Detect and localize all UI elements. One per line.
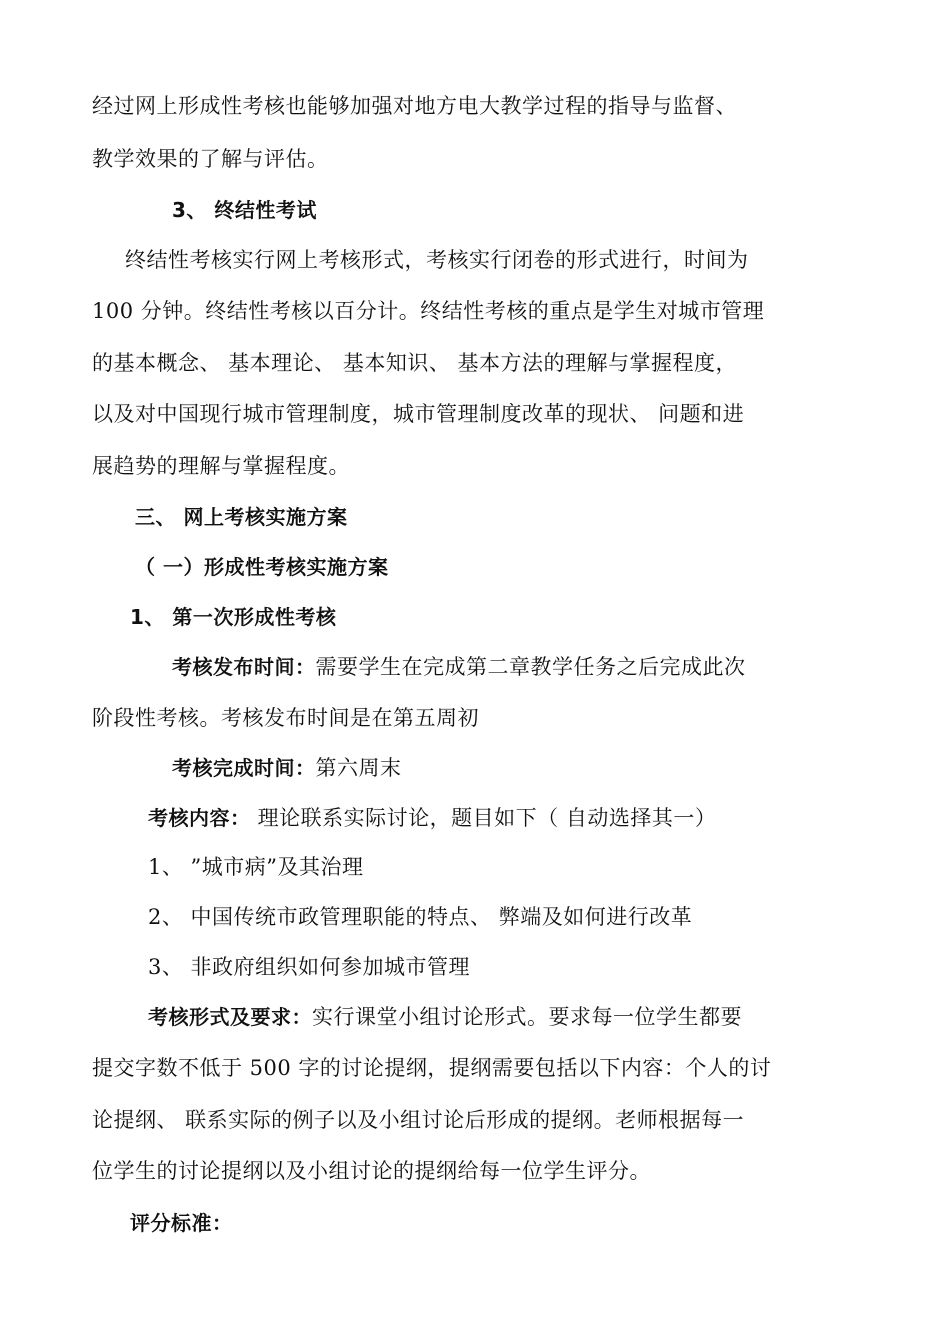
list-item: 1、 ”城市病”及其治理	[148, 855, 364, 879]
list-item: 3、 非政府组织如何参加城市管理	[148, 955, 471, 979]
format-text: 实行课堂小组讨论形式。要求每一位学生都要	[312, 1005, 742, 1029]
format-label: 考核形式及要求：	[148, 1005, 312, 1029]
body-text-line: 以及对中国现行城市管理制度，城市管理制度改革的现状、 问题和进	[92, 402, 745, 426]
body-text-line: 100 分钟。终结性考核以百分计。终结性考核的重点是学生对城市管理	[92, 299, 765, 323]
body-text-line: 终结性考核实行网上考核形式，考核实行闭卷的形式进行，时间为	[125, 248, 749, 272]
content-text: 理论联系实际讨论，题目如下（ 自动选择其一）	[250, 806, 717, 830]
release-time-label: 考核发布时间：	[172, 655, 316, 679]
section-heading: 三、 网上考核实施方案	[135, 505, 348, 529]
body-text-line: 论提纲、 联系实际的例子以及小组讨论后形成的提纲。老师根据每一	[92, 1108, 745, 1132]
body-text-line: 经过网上形成性考核也能够加强对地方电大教学过程的指导与监督、	[92, 94, 737, 118]
complete-time-text: 第六周末	[315, 756, 402, 780]
complete-time-paragraph	[172, 753, 402, 783]
subsection-heading: （ 一）形成性考核实施方案	[135, 555, 389, 579]
scoring-heading: 评分标准：	[130, 1211, 233, 1235]
content-paragraph	[148, 803, 716, 833]
complete-time-label: 考核完成时间：	[172, 756, 316, 780]
release-time-text: 需要学生在完成第二章教学任务之后完成此次	[315, 655, 746, 679]
item-heading: 1、 第一次形成性考核	[130, 605, 337, 629]
section-heading: 3、 终结性考试	[172, 198, 317, 222]
body-text-line: 教学效果的了解与评估。	[92, 147, 329, 171]
release-time-paragraph	[172, 652, 746, 682]
content-label: 考核内容：	[148, 806, 251, 830]
body-text-line: 提交字数不低于 500 字的讨论提纲，提纲需要包括以下内容：个人的讨	[92, 1056, 772, 1080]
body-text-line: 阶段性考核。考核发布时间是在第五周初	[92, 706, 479, 730]
body-text-line: 的基本概念、 基本理论、 基本知识、 基本方法的理解与掌握程度，	[92, 351, 738, 375]
body-text-line: 展趋势的理解与掌握程度。	[92, 454, 350, 478]
list-item: 2、 中国传统市政管理职能的特点、 弊端及如何进行改革	[148, 905, 693, 929]
format-paragraph	[148, 1002, 742, 1032]
body-text-line: 位学生的讨论提纲以及小组讨论的提纲给每一位学生评分。	[92, 1159, 651, 1183]
